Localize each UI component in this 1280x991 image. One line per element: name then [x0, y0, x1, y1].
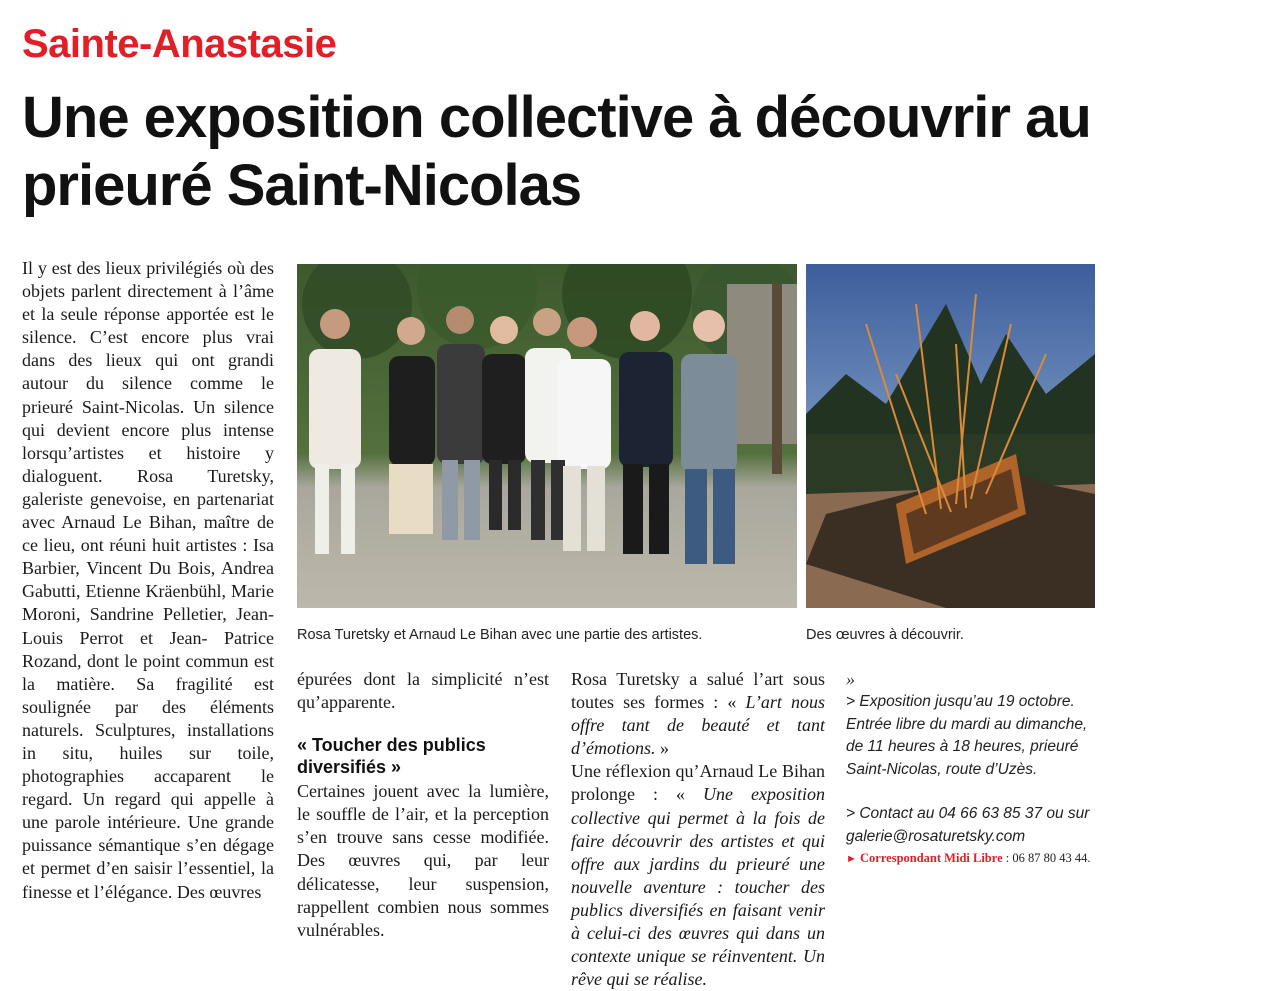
group-photo	[297, 264, 797, 608]
article-subhead: « Toucher des publics diversifiés »	[297, 735, 486, 778]
contact-info: > Contact au 04 66 63 85 37 ou sur galerie@rosaturetsky.com	[846, 805, 1090, 846]
rosa-quote: L’art nous offre tant de beauté et tant d’émotions.	[571, 692, 825, 759]
credit-marker-icon: ►	[846, 852, 857, 865]
artwork-photo-caption: Des œuvres à découvrir.	[806, 627, 964, 643]
artwork-photo	[806, 264, 1095, 608]
correspondent-credit: ► Correspondant Midi Libre : 06 87 80 43 44.	[846, 850, 1091, 865]
body-paragraph-arnaud-quote: Une réflexion qu’Arnaud Le Bihan prolonge : « Une exposition collective qui permet à la fois de faire découvrir des artistes et qui offre aux jardins du prieuré une nouvelle aventure : toucher des publics diversifiés en faisant venir à celui-ci des œuvres qui dans un contexte unique se réinventent. Un rêve qui se réalise.	[571, 761, 825, 990]
body-paragraph-light: Certaines jouent avec la lumière, le souffle de l’air, et la perception s’en trouve sans cesse modifiée. Des œuvres qui, par leur délicatesse, leur suspension, rappellent combien nous sommes vulnérables.	[297, 781, 549, 940]
exhibition-info: > Exposition jusqu’au 19 octobre. Entrée libre du mardi au dimanche, de 11 heures à 18 heures, prieuré Saint-Nicolas, route d’Uzès.	[846, 693, 1088, 778]
article-column-3	[571, 668, 825, 991]
body-paragraph-rosa-quote: Rosa Turetsky a salué l’art sous toutes ses formes : « L’art nous offre tant de beauté et tant d’émotions. »	[571, 669, 825, 759]
section-kicker: Sainte-Anastasie	[22, 22, 337, 66]
article-headline: Une exposition collective à découvrir au prieuré Saint-Nicolas	[22, 85, 1091, 218]
arnaud-quote-end: »	[846, 669, 855, 689]
body-paragraph-continuation: épurées dont la simplicité n’est qu’apparente.	[297, 669, 549, 713]
arnaud-quote: Une exposition collective qui permet à la fois de faire découvrir des artistes et qui offre aux jardins du prieuré une nouvelle aventure : toucher des publics diversifiés en faisant venir à celui-ci des œuvres qui dans un contexte unique se réinventent. Un rêve qui se réalise.	[571, 784, 825, 990]
body-paragraph-intro: Il y est des lieux privilégiés où des objets parlent directement à l’âme et la seule réponse apportée est le silence. C’est encore plus vrai dans des lieux qui ont grandi autour du silence comme le prieuré Saint-Nicolas. Un silence qui devient encore plus intense lorsqu’artistes et histoire y dialoguent. Rosa Turetsky, galeriste genevoise, en partenariat avec Arnaud Le Bihan, maître de ce lieu, ont réuni huit artistes : Isa Barbier, Vincent Du Bois, Andrea Gabutti, Etienne Kräenbühl, Marie Moroni, Sandrine Pelletier, Jean-Louis Perrot et Jean- Patrice Rozand, dont le point commun est la matière. Sa fragilité est soulignée par des éléments naturels. Sculptures, installations in situ, huiles sur toile, photographies accaparent le regard. Un regard qui appelle à une parole intérieure. Une grande puissance sémantique s’en dégage et permet d’en saisir l’essentiel, la finesse et l’élégance. Des œuvres	[22, 258, 274, 902]
article-column-2	[297, 668, 549, 942]
group-photo-caption: Rosa Turetsky et Arnaud Le Bihan avec une partie des artistes.	[297, 627, 703, 643]
article-column-1	[22, 257, 274, 904]
article-column-4	[846, 668, 1096, 868]
